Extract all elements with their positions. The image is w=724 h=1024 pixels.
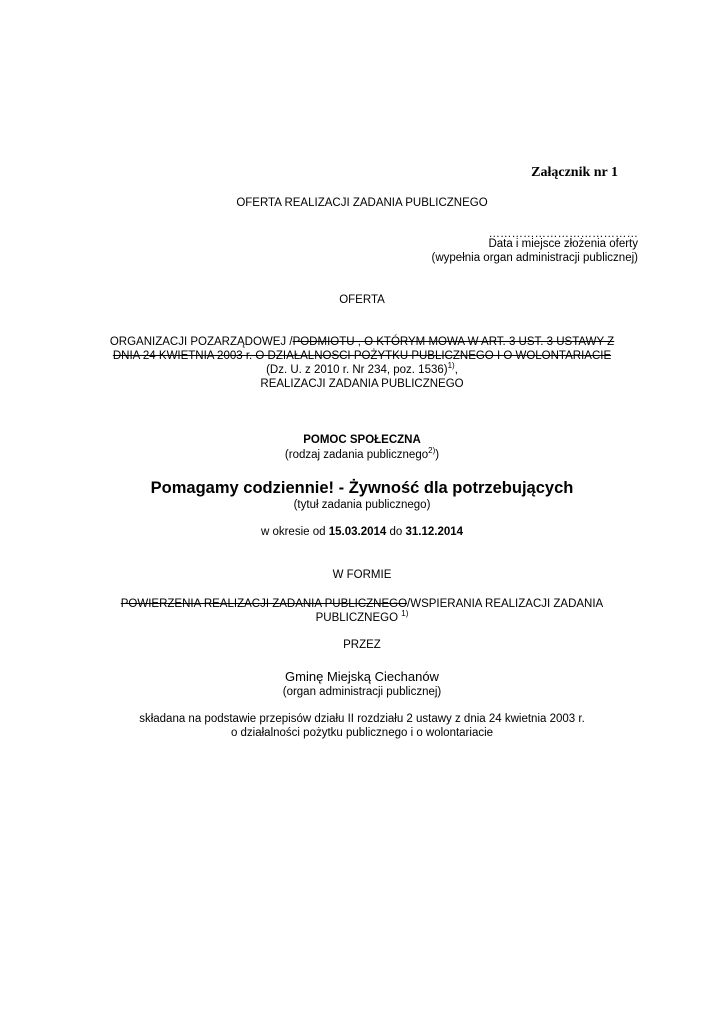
form-struck: POWIERZENIA REALIZACJI ZADANIA PUBLICZNEGO (120, 598, 408, 610)
organization-struck-2: DNIA 24 KWIETNIA 2003 r. O DZIAŁALNOSCI POŻYTKU PUBLICZNEGO I O WOLONTARIACIE (112, 350, 612, 362)
form-rest: /WSPIERANIA REALIZACJI ZADANIA (407, 598, 604, 610)
period-start: 15.03.2014 (328, 526, 387, 538)
period-line (0, 525, 724, 539)
law-ref-suffix: , (454, 364, 458, 376)
period-middle: do (386, 526, 406, 538)
organ-caption: (organ administracji publicznej) (282, 686, 442, 698)
date-note: (wypełnia organ administracji publicznej) (431, 252, 638, 264)
organization-struck-1: PODMIOTU , O KTÓRYM MOWA W ART. 3 UST. 3 USTAWY Z (292, 336, 615, 348)
law-ref-footnote: 1) (447, 361, 455, 371)
form-line-2-text: PUBLICZNEGO (315, 612, 399, 624)
legal-basis-line-1: składana na podstawie przepisów działu II rozdziału 2 ustawy z dnia 24 kwietnia 2003 r. (139, 713, 585, 725)
by-label: PRZEZ (343, 639, 381, 651)
task-type-caption-text: (rodzaj zadania publicznego (284, 449, 429, 461)
organization-line-2 (0, 349, 724, 363)
form-line-1 (0, 597, 724, 611)
law-ref-text: (Dz. U. z 2010 r. Nr 234, poz. 1536) (266, 364, 448, 376)
period-prefix: w okresie od (260, 526, 329, 538)
task-type-caption (0, 448, 724, 462)
task-type-caption-end: ) (435, 449, 440, 461)
date-label: Data i miejsce złożenia oferty (488, 238, 638, 250)
organization-prefix: ORGANIZACJI POZARZĄDOWEJ / (109, 336, 293, 348)
task-title-value: Pomagamy codziennie! - Żywność dla potrzebujących (150, 479, 574, 497)
organ-name: Gminę Miejską Ciechanów (285, 669, 439, 684)
date-dots: ………………………………… (488, 228, 638, 240)
legal-basis-line-2: o działalności pożytku publicznego i o wolontariacie (230, 727, 494, 739)
form-footnote: 1) (401, 609, 409, 619)
header-title: OFERTA REALIZACJI ZADANIA PUBLICZNEGO (236, 197, 488, 209)
form-line-2 (0, 611, 724, 625)
law-reference (0, 363, 724, 377)
form-label: W FORMIE (332, 569, 392, 581)
period-end: 31.12.2014 (405, 526, 464, 538)
task-title-caption: (tytuł zadania publicznego) (293, 499, 431, 511)
attachment-label: Załącznik nr 1 (531, 165, 618, 180)
organization-line-1 (0, 335, 724, 349)
realization-line: REALIZACJI ZADANIA PUBLICZNEGO (260, 378, 464, 390)
offer-word: OFERTA (339, 294, 385, 306)
task-type-value: POMOC SPOŁECZNA (303, 434, 421, 446)
task-type-footnote: 2) (428, 446, 436, 456)
